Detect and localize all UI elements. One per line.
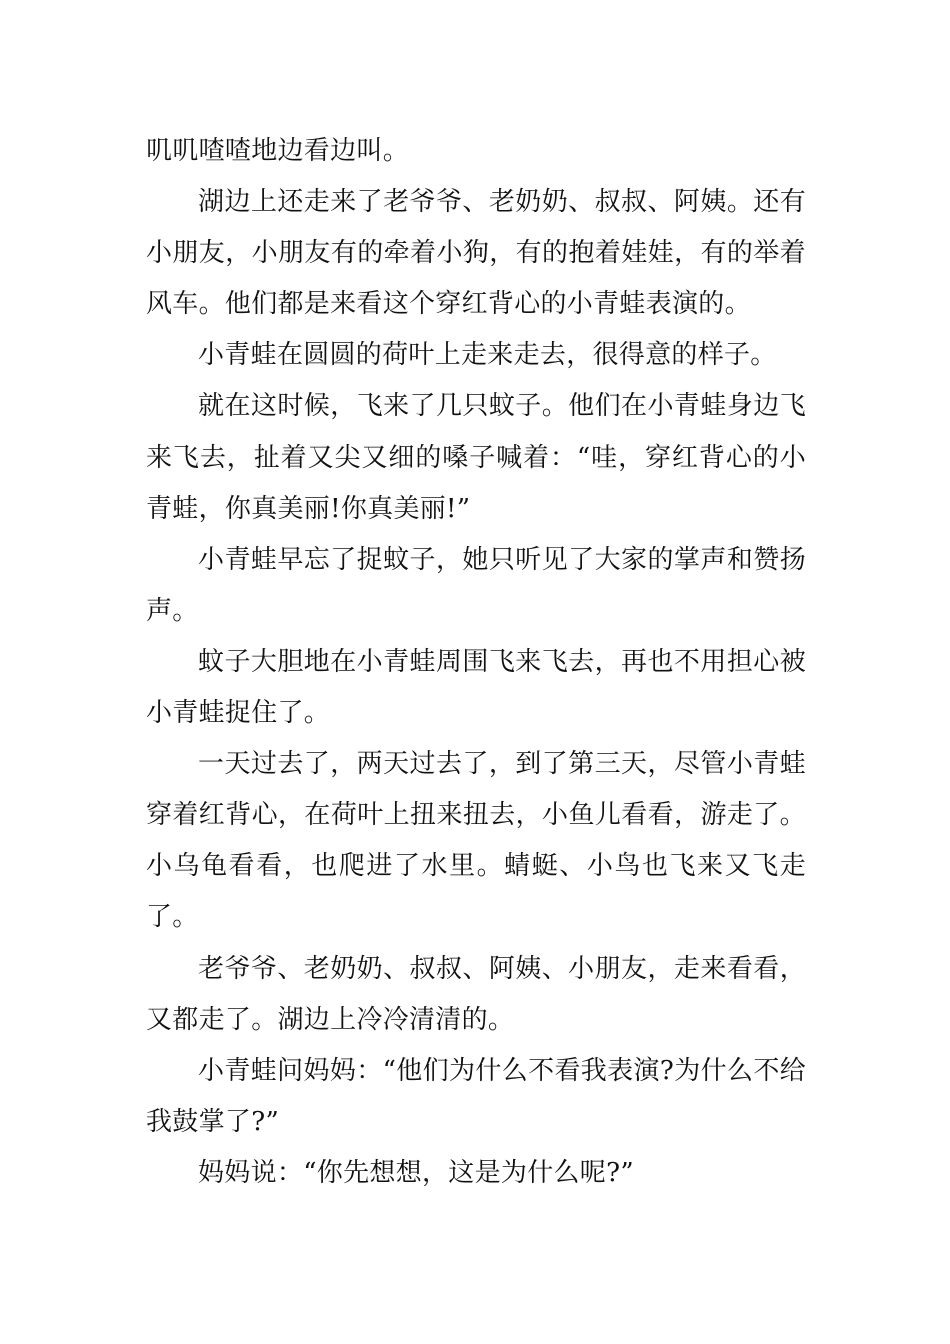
- paragraph-mosquitoes-bold: 蚊子大胆地在小青蛙周围飞来飞去，再也不用担心被小青蛙捉住了。: [146, 646, 806, 729]
- paragraph-people-leave: 老爷爷、老奶奶、叔叔、阿姨、小朋友，走来看看，又都走了。湖边上冷冷清清的。: [146, 953, 806, 1035]
- paragraph-frog-proud: 小青蛙在圆圆的荷叶上走来走去，很得意的样子。: [198, 340, 777, 371]
- document-body: [146, 126, 806, 1199]
- paragraph-third-day: 一天过去了，两天过去了，到了第三天，尽管小青蛙穿着红背心，在荷叶上扭来扭去，小鱼儿看看，游走了。小乌龟看看，也爬进了水里。蜻蜓、小鸟也飞来又飞走了。: [146, 749, 806, 933]
- paragraph-frog-forgets: 小青蛙早忘了捉蚊子，她只听见了大家的掌声和赞扬声。: [146, 544, 806, 626]
- paragraph-mother-answers: 妈妈说：“你先想想，这是为什么呢?”: [198, 1157, 634, 1188]
- paragraph-lake-visitors: 湖边上还走来了老爷爷、老奶奶、叔叔、阿姨。还有小朋友，小朋友有的牵着小狗，有的抱着娃娃，有的举着风车。他们都是来看这个穿红背心的小青蛙表演的。: [146, 187, 806, 320]
- paragraph-frog-asks: 小青蛙问妈妈：“他们为什么不看我表演?为什么不给我鼓掌了?”: [146, 1055, 806, 1137]
- paragraph-mosquitoes-arrive: 就在这时候，飞来了几只蚊子。他们在小青蛙身边飞来飞去，扯着又尖又细的嗓子喊着：“哇，穿红背心的小青蛙，你真美丽!你真美丽!”: [146, 391, 806, 524]
- paragraph-continuation: 叽叽喳喳地边看边叫。: [146, 136, 410, 166]
